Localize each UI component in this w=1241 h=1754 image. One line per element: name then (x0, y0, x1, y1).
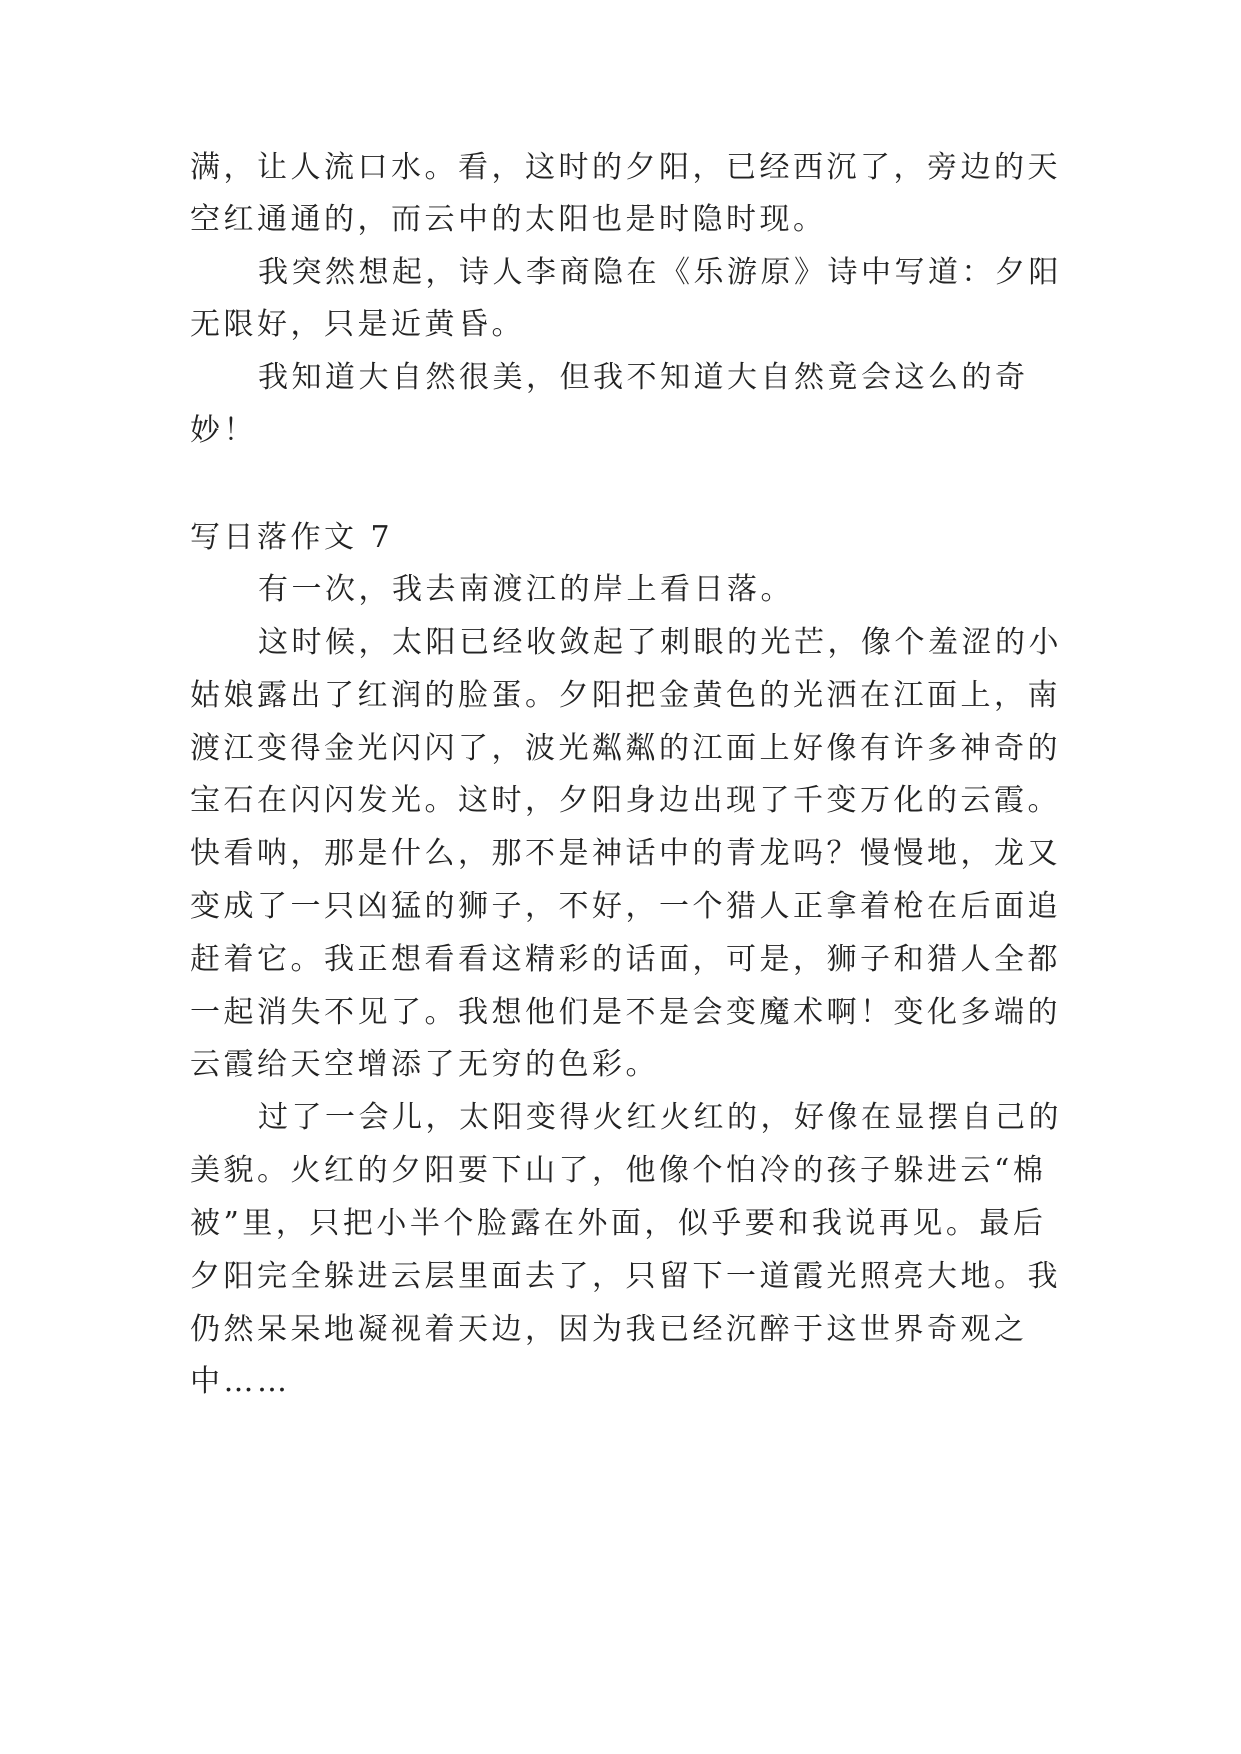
text-line: 变成了一只凶猛的狮子，不好，一个猎人正拿着枪在后面追 (190, 889, 1061, 924)
text-line: 中…… (190, 1364, 291, 1399)
text-line: 妙！ (190, 413, 257, 448)
text-line: 满，让人流口水。看，这时的夕阳，已经西沉了，旁边的天 (190, 150, 1061, 185)
text-line: 渡江变得金光闪闪了，波光粼粼的江面上好像有许多神奇的 (190, 731, 1061, 766)
section-title: 写日落作文 7 (190, 520, 394, 555)
text-line: 快看呐，那是什么，那不是神话中的青龙吗？慢慢地，龙又 (190, 836, 1061, 871)
text-line: 我知道大自然很美，但我不知道大自然竟会这么的奇 (258, 360, 1029, 395)
text-line: 宝石在闪闪发光。这时，夕阳身边出现了千变万化的云霞。 (190, 783, 1061, 818)
text-line: 被”里，只把小半个脸露在外面，似乎要和我说再见。最后 (190, 1206, 1047, 1241)
text-line: 仍然呆呆地凝视着天边，因为我已经沉醉于这世界奇观之 (190, 1312, 1028, 1347)
text-line: 我突然想起，诗人李商隐在《乐游原》诗中写道：夕阳 (258, 255, 1062, 290)
text-line: 一起消失不见了。我想他们是不是会变魔术啊！变化多端的 (190, 995, 1061, 1030)
text-line: 美貌。火红的夕阳要下山了，他像个怕冷的孩子躲进云“棉 (190, 1153, 1047, 1188)
text-line: 姑娘露出了红润的脸蛋。夕阳把金黄色的光洒在江面上，南 (190, 678, 1061, 713)
text-line: 有一次，我去南渡江的岸上看日落。 (258, 572, 794, 607)
text-line: 这时候，太阳已经收敛起了刺眼的光芒，像个羞涩的小 (258, 625, 1062, 660)
text-line: 云霞给天空增添了无穷的色彩。 (190, 1047, 659, 1082)
text-line: 赶着它。我正想看看这精彩的话面，可是，狮子和猎人全都 (190, 942, 1061, 977)
text-line: 空红通通的，而云中的太阳也是时隐时现。 (190, 202, 827, 237)
text-line: 过了一会儿，太阳变得火红火红的，好像在显摆自己的 (258, 1100, 1062, 1135)
text-line: 夕阳完全躲进云层里面去了，只留下一道霞光照亮大地。我 (190, 1259, 1061, 1294)
text-line: 无限好，只是近黄昏。 (190, 307, 525, 342)
